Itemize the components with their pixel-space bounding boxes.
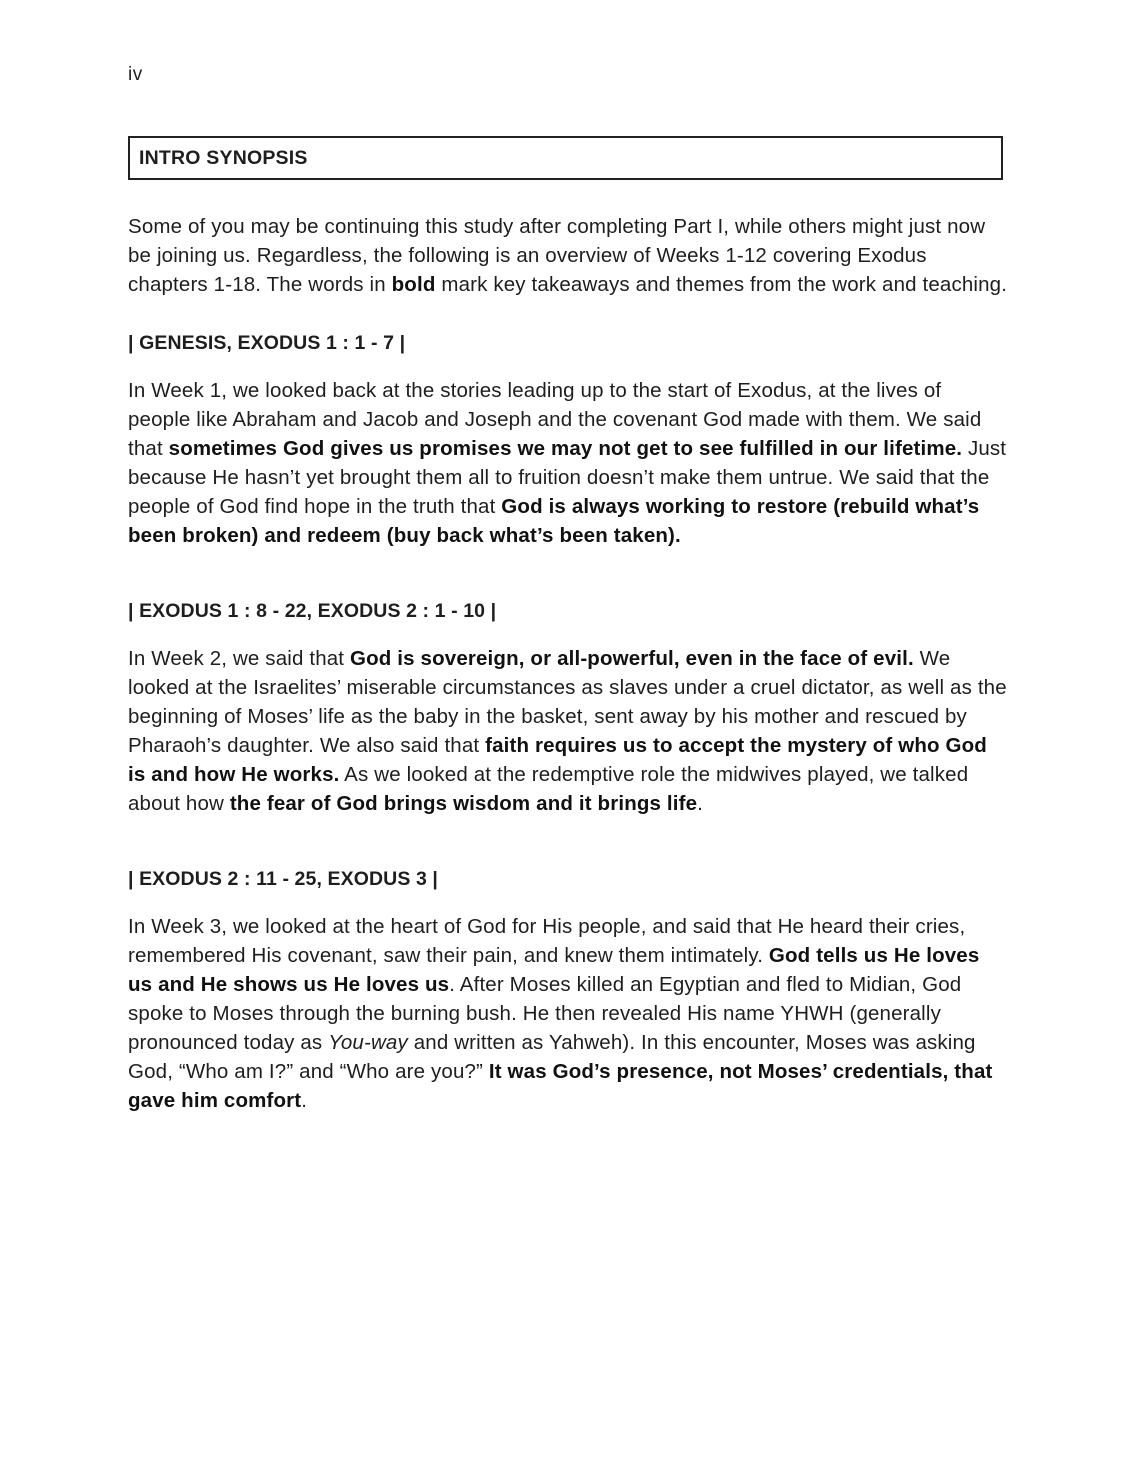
paragraph-bold-text: God tells us He loves us and He shows us He loves us — [128, 944, 980, 996]
synopsis-title-box — [128, 136, 1003, 180]
section-heading: | EXODUS 2 : 11 - 25, EXODUS 3 | — [128, 868, 438, 890]
paragraph-italic-text: You-way — [328, 1031, 408, 1054]
paragraph-bold-text: the fear of God brings wisdom and it brings life — [229, 792, 698, 815]
synopsis-content — [128, 212, 1008, 1115]
section-paragraph — [128, 912, 1008, 1115]
paragraph-text: As we looked at the redemptive role the midwives played, we talked about how — [128, 763, 969, 815]
paragraph-text: and written as Yahweh). In this encounter, Moses was asking God, “Who am I?” and “Who are you?” — [128, 1031, 976, 1083]
section-paragraph — [128, 644, 1008, 818]
paragraph-text: In Week 1, we looked back at the stories leading up to the start of Exodus, at the lives of people like Abraham and Jacob and Joseph and the covenant God made with them. We said that — [128, 379, 982, 460]
paragraph-text: In Week 2, we said that — [128, 647, 351, 670]
intro-text-1: Some of you may be continuing this study after completing Part I, while others might just now be joining us. Regardless, the following is an overview of Weeks 1-12 covering Exodus chapters 1-18. The words in — [128, 215, 986, 296]
paragraph-text: We looked at the Israelites’ miserable circumstances as slaves under a cruel dictator, as well as the beginning of Moses’ life as the baby in the basket, sent away by his mother and rescued by Pharaoh’s daughter. We also said that — [128, 647, 1007, 757]
paragraph-text: In Week 3, we looked at the heart of God for His people, and said that He heard their cries, remembered His covenant, saw their pain, and knew them intimately. — [128, 915, 966, 967]
paragraph-bold-text: God is always working to restore (rebuild what’s been broken) and redeem (buy back what’s been taken). — [128, 495, 980, 547]
paragraph-bold-text: It was God’s presence, not Moses’ credentials, that gave him comfort — [128, 1060, 993, 1112]
section-week-2 — [128, 597, 1008, 818]
section-week-3 — [128, 865, 1008, 1115]
page-number: iv — [128, 64, 143, 85]
intro-paragraph — [128, 212, 1008, 299]
intro-text-2: mark key takeaways and themes from the work and teaching. — [435, 273, 1008, 296]
section-week-1 — [128, 329, 1008, 550]
paragraph-text: . — [301, 1089, 308, 1112]
paragraph-text: . After Moses killed an Egyptian and fled to Midian, God spoke to Moses through the burning bush. He then revealed His name YHWH (generally pronounced today as — [128, 973, 962, 1054]
section-paragraph — [128, 376, 1008, 550]
paragraph-bold-text: sometimes God gives us promises we may not get to see fulfilled in our lifetime. — [168, 437, 963, 460]
section-heading: | EXODUS 1 : 8 - 22, EXODUS 2 : 1 - 10 | — [128, 600, 497, 622]
paragraph-text: . — [697, 792, 704, 815]
paragraph-bold-text: God is sovereign, or all-powerful, even in the face of evil. — [350, 647, 914, 670]
section-heading: | GENESIS, EXODUS 1 : 1 - 7 | — [128, 332, 406, 354]
paragraph-bold-text: faith requires us to accept the mystery of who God is and how He works. — [128, 734, 987, 786]
intro-bold-word: bold — [391, 273, 436, 296]
paragraph-text: Just because He hasn’t yet brought them all to fruition doesn’t make them untrue. We said that the people of God find hope in the truth that — [128, 437, 1007, 518]
synopsis-title: INTRO SYNOPSIS — [139, 146, 308, 169]
